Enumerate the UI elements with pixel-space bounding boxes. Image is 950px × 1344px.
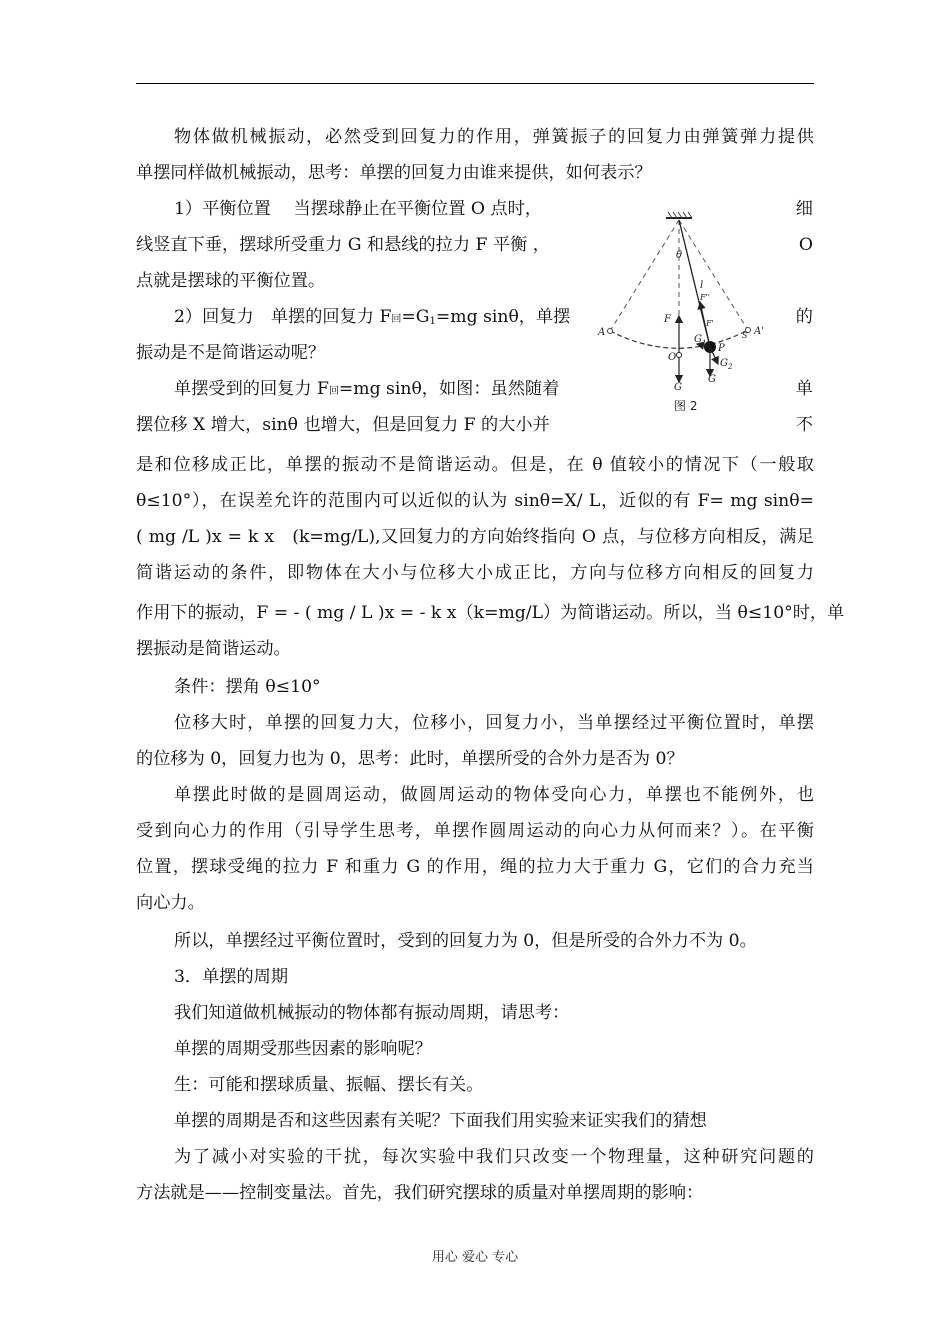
header-rule — [136, 83, 814, 84]
label-f: F — [664, 314, 671, 325]
left-extreme-bob — [608, 329, 613, 334]
paragraph-line-end: 单 — [795, 379, 813, 399]
paragraph-line: 为了减小对实验的干扰，每次实验中我们只改变一个物理量，这种研究问题的 — [174, 1147, 814, 1167]
paragraph-line: 简谐运动的条件，即物体在大小与位移大小成正比，方向与位移方向相反的回复力 — [136, 563, 814, 583]
paragraph-line-end: 不 — [795, 415, 813, 435]
string-right-extreme — [679, 220, 748, 330]
text-run: 单摆受到的回复力 F — [174, 379, 329, 399]
paragraph-line: θ≤10°），在误差允许的范围内可以近似的认为 sinθ=X/ L，近似的有 F= mg sinθ= — [136, 491, 814, 511]
paragraph-line: 条件：摆角 θ≤10° — [174, 677, 321, 697]
paragraph-line: 的位移为 0，回复力也为 0，思考：此时，单摆所受的合外力是否为 0？ — [136, 749, 684, 769]
label-g1-main: G — [694, 334, 702, 345]
paragraph-line: 受到向心力的作用（引导学生思考，单摆作圆周运动的向心力从何而来？）。在平衡 — [136, 821, 814, 841]
paragraph-line: 单摆同样做机械振动，思考：单摆的回复力由谁来提供，如何表示？ — [136, 163, 652, 183]
paragraph-line: 生：可能和摆球质量、振幅、摆长有关。 — [174, 1075, 484, 1095]
label-a: A — [598, 327, 606, 338]
figure-caption: 图 2 — [674, 399, 698, 413]
label-g-bottom: G — [674, 382, 682, 393]
paragraph-line: 单摆的周期是否和这些因素有关呢？下面我们用实验来证实我们的猜想 — [174, 1111, 707, 1131]
label-l: l — [700, 280, 704, 291]
paragraph-line: 所以，单摆经过平衡位置时，受到的回复力为 0，但是所受的合外力不为 0。 — [174, 931, 757, 951]
paragraph-line: 1）平衡位置 当摆球静止在平衡位置 O 点时， — [174, 199, 542, 219]
text-run: =mg sinθ，单摆 — [435, 307, 571, 327]
paragraph-line: ( mg /L )x = k x (k=mg/L),又回复力的方向始终指向 O 点，与位移方向相反，满足 — [136, 527, 814, 547]
paragraph-line-end: 的 — [795, 307, 813, 327]
paragraph-line: 线竖直下垂，摆球所受重力 G 和悬线的拉力 F 平衡 ， — [136, 235, 550, 255]
label-g2-main: G — [720, 358, 728, 369]
label-theta: θ — [676, 250, 683, 261]
paragraph-line: 位移大时，单摆的回复力大，位移小，回复力小，当单摆经过平衡位置时，单摆 — [174, 713, 814, 733]
paragraph-line-end: O — [798, 235, 813, 255]
label-g2 — [720, 358, 733, 371]
ceiling-support — [666, 212, 692, 218]
label-a-prime: A' — [754, 326, 764, 337]
text-run: 2）回复力 单摆的回复力 F — [174, 307, 392, 327]
label-f-double-prime: F'' — [700, 293, 710, 302]
label-g1-sub: 1 — [702, 339, 707, 347]
label-o: O — [668, 352, 677, 363]
paragraph-line: 摆振动是简谐运动。 — [136, 639, 291, 659]
subscript: 1 — [429, 316, 436, 327]
equilibrium-point — [677, 353, 682, 358]
paragraph-line: 单摆此时做的是圆周运动，做圆周运动的物体受向心力，单摆也不能例外，也 — [174, 785, 814, 805]
paragraph-line: 作用下的振动，F = - ( mg / L )x = - k x（k=mg/L）为简谐运动。所以，当 θ≤10°时，单 — [136, 603, 845, 623]
label-g: G — [708, 374, 716, 385]
subscript: 回 — [328, 386, 339, 397]
text-run: =G — [401, 307, 430, 327]
subscript: 回 — [391, 314, 402, 325]
paragraph-line: 方法就是——控制变量法。首先，我们研究摆球的质量对单摆周期的影响： — [136, 1183, 704, 1203]
paragraph-line: 单摆的周期受那些因素的影响呢？ — [174, 1039, 432, 1059]
paragraph-line: 点就是摆球的平衡位置。 — [136, 271, 326, 291]
label-f-prime: F' — [706, 319, 714, 328]
label-s: S — [742, 331, 748, 340]
page-footer: 用心 爱心 专心 — [431, 1250, 519, 1265]
paragraph-line: 向心力。 — [136, 893, 205, 913]
pendulum-diagram — [596, 206, 772, 416]
label-g2-sub: 2 — [728, 363, 733, 371]
paragraph-line-end: 细 — [795, 199, 813, 219]
label-p: P — [718, 343, 725, 354]
paragraph-line: 我们知道做机械振动的物体都有振动周期，请思考： — [174, 1003, 570, 1023]
paragraph-line: 是和位移成正比，单摆的振动不是简谐运动。但是，在 θ 值较小的情况下（一般取 — [136, 455, 814, 475]
paragraph-line: 位置，摆球受绳的拉力 F 和重力 G 的作用，绳的拉力大于重力 G，它们的合力充当 — [136, 857, 814, 877]
paragraph-line: 摆位移 X 增大，sinθ 也增大，但是回复力 F 的大小并 — [136, 415, 550, 435]
pendulum-figure — [596, 206, 772, 416]
paragraph-line: 物体做机械振动，必然受到回复力的作用，弹簧振子的回复力由弹簧弹力提供 — [174, 127, 814, 147]
text-run: =mg sinθ，如图：虽然随着 — [338, 379, 560, 399]
paragraph-line: 振动是不是简谐运动呢？ — [136, 343, 326, 363]
section-heading: 3．单摆的周期 — [174, 967, 289, 987]
